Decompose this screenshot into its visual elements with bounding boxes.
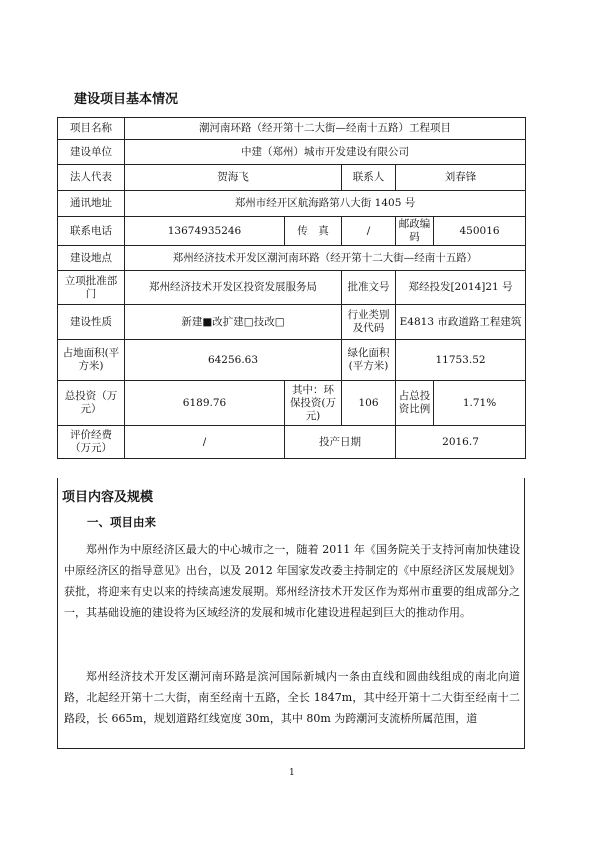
label-industry: 行业类别及代码 — [342, 305, 396, 340]
value-approval: 郑州经济技术开发区投资发展服务局 — [125, 271, 342, 305]
value-investment: 6189.76 — [125, 381, 285, 426]
page-title: 建设项目基本情况 — [74, 92, 179, 107]
row-location — [58, 246, 526, 271]
label-location: 建设地点 — [58, 246, 125, 271]
row-address — [58, 191, 526, 217]
value-builder: 中建（郑州）城市开发建设有限公司 — [125, 140, 526, 165]
label-legal: 法人代表 — [58, 165, 125, 191]
paragraph-road-description: 郑州经济技术开发区潮河南环路是滨河国际新城内一条由直线和圆曲线组成的南北向道路，北起经开第十二大街，南至经南十五路，全长 1847m，其中经开第十二大街至经南十二路段，长 665m，规划道路红线宽度 30m，其中 80m 为跨潮河支流桥所属范围，道 — [64, 670, 520, 725]
label-approval-doc: 批准文号 — [342, 271, 396, 305]
value-address: 郑州市经开区航海路第八大街 1405 号 — [125, 191, 526, 217]
label-investment: 总投资（万元） — [58, 381, 125, 426]
value-production-date: 2016.7 — [396, 426, 526, 459]
label-nature: 建设性质 — [58, 305, 125, 340]
label-eval: 评价经费（万元） — [58, 426, 125, 459]
row-investment — [58, 381, 526, 426]
value-project-name: 潮河南环路（经开第十二大街—经南十五路）工程项目 — [125, 118, 526, 140]
label-fax: 传 真 — [285, 217, 342, 246]
row-eval — [58, 426, 526, 459]
label-phone: 联系电话 — [58, 217, 125, 246]
value-eval: / — [125, 426, 285, 459]
value-postcode: 450016 — [434, 217, 526, 246]
paragraph-background: 郑州作为中原经济区最大的中心城市之一，随着 2011 年《国务院关于支持河南加快建设中原经济区的指导意见》出台，以及 2012 年国家发改委主持制定的《中原经济区发展规划》获批，将迎来有史以来的持续高速发展期。郑州经济技术开发区作为郑州市重要的组成部分之一，其基础设施的建设将为区域经济的发展和城市化建设进程起到巨大的推动作用。 — [64, 543, 520, 619]
label-production-date: 投产日期 — [285, 426, 396, 459]
label-address: 通讯地址 — [58, 191, 125, 217]
label-env-investment: 其中：环保投资(万元) — [285, 381, 342, 426]
value-legal: 贺海飞 — [125, 165, 342, 191]
value-green-area: 11753.52 — [396, 340, 526, 381]
value-env-investment: 106 — [342, 381, 396, 426]
row-area — [58, 340, 526, 381]
row-legal — [58, 165, 526, 191]
subsection-title: 一、项目由来 — [87, 515, 156, 529]
label-area: 占地面积(平方米) — [58, 340, 125, 381]
value-area: 64256.63 — [125, 340, 342, 381]
label-builder: 建设单位 — [58, 140, 125, 165]
project-info-table — [57, 117, 526, 459]
row-phone — [58, 217, 526, 246]
label-postcode: 邮政编码 — [396, 217, 434, 246]
section-title: 项目内容及规模 — [62, 490, 154, 505]
label-approval: 立项批准部 门 — [58, 271, 125, 305]
page-number: 1 — [289, 768, 295, 778]
value-phone: 13674935246 — [125, 217, 285, 246]
row-project-name — [58, 118, 526, 140]
row-builder — [58, 140, 526, 165]
value-approval-doc: 郑经投发[2014]21 号 — [396, 271, 526, 305]
label-invest-ratio: 占总投资比例 — [396, 381, 434, 426]
value-contact: 刘春锋 — [396, 165, 526, 191]
value-location: 郑州经济技术开发区潮河南环路（经开第十二大街—经南十五路） — [125, 246, 526, 271]
value-invest-ratio: 1.71% — [434, 381, 526, 426]
label-project-name: 项目名称 — [58, 118, 125, 140]
value-nature: 新建■改扩建□技改□ — [125, 305, 342, 340]
value-industry: E4813 市政道路工程建筑 — [396, 305, 526, 340]
value-fax: / — [342, 217, 396, 246]
row-approval — [58, 271, 526, 305]
row-nature — [58, 305, 526, 340]
label-green-area: 绿化面积(平方米) — [342, 340, 396, 381]
label-contact: 联系人 — [342, 165, 396, 191]
